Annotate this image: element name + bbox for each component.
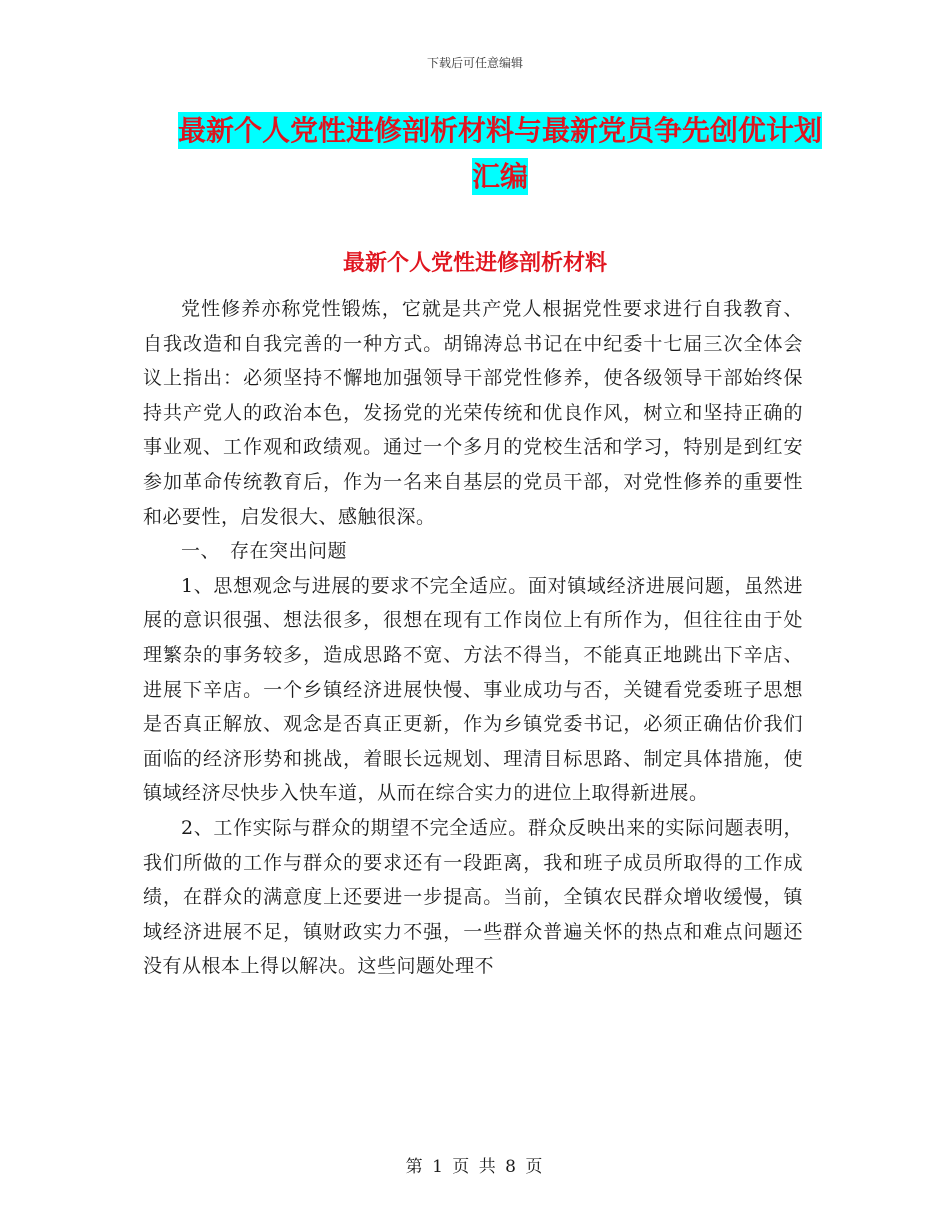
document-title-line1: 最新个人党性进修剖析材料与最新党员争先创优计划 [177,114,822,147]
section-title: 最新个人党性进修剖析材料 [342,251,607,276]
paragraph-item-1: 1、思想观念与进展的要求不完全适应。面对镇域经济进展问题，虽然进展的意识很强、想法很多，很想在现有工作岗位上有所作为，但往往由于处理繁杂的事务较多，造成思路不宽、方法不得当，不能真正地跳出下辛店、进展下辛店。一个乡镇经济进展快慢、事业成功与否，关键看党委班子思想是否真正解放、观念是否真正更新，作为乡镇党委书记，必须正确估价我们面临的经济形势和挑战，着眼长远规划、理清目标思路、制定具体措施，使镇域经济尽快步入快车道，从而在综合实力的进位上取得新进展。 [143,574,803,805]
document-title [150,108,850,200]
page-footer: 第 1 页 共 8 页 [405,1157,545,1177]
body-text [143,292,803,984]
header-note: 下载后可任意编辑 [426,56,523,70]
paragraph-heading-issues: 一、 存在突出问题 [181,540,348,563]
document-title-line2: 汇编 [471,160,528,193]
paragraph-intro: 党性修养亦称党性锻炼，它就是共产党人根据党性要求进行自我教育、自我改造和自我完善的一种方式。胡锦涛总书记在中纪委十七届三次全体会议上指出：必须坚持不懈地加强领导干部党性修养，使各级领导干部始终保持共产党人的政治本色，发扬党的光荣传统和优良作风，树立和坚持正确的事业观、工作观和政绩观。通过一个多月的党校生活和学习，特别是到红安参加革命传统教育后，作为一名来自基层的党员干部，对党性修养的重要性和必要性，启发很大、感触很深。 [143,298,803,528]
paragraph-item-2: 2、工作实际与群众的期望不完全适应。群众反映出来的实际问题表明，我们所做的工作与群众的要求还有一段距离，我和班子成员所取得的工作成绩，在群众的满意度上还要进一步提高。当前，全镇农民群众增收缓慢，镇域经济进展不足，镇财政实力不强，一些群众普遍关怀的热点和难点问题还没有从根本上得以解决。这些问题处理不 [143,816,803,978]
